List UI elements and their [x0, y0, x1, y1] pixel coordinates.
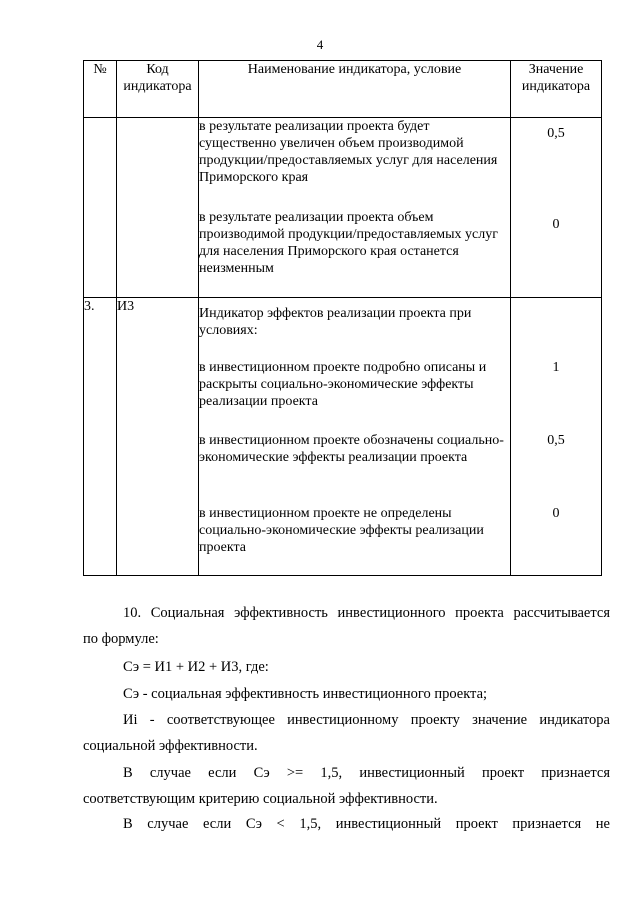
- paragraph-10-line2: по формуле:: [83, 631, 159, 647]
- condition-value: 0,5: [547, 433, 565, 448]
- cell-code: И3: [117, 298, 199, 576]
- condition-value: 0,5: [547, 126, 565, 141]
- cell-values: [511, 298, 602, 576]
- indicator-title: Индикатор эффектов реализации проекта при условиях:: [199, 306, 472, 338]
- header-name: Наименование индикатора, условие: [199, 61, 511, 118]
- cell-number: 3.: [84, 298, 117, 576]
- condition-value: 0: [552, 506, 560, 521]
- page-number: 4: [316, 37, 324, 52]
- case1-line1: В случае если Сэ >= 1,5, инвестиционный проект признается: [123, 765, 610, 781]
- formula: Сэ = И1 + И2 + И3, где:: [123, 659, 269, 675]
- definition-i-line2: социальной эффективности.: [83, 738, 258, 754]
- condition-value: 1: [552, 360, 560, 375]
- condition-value: 0: [552, 217, 560, 232]
- definition-c: Сэ - социальная эффективность инвестиционного проекта;: [123, 686, 488, 702]
- cell-number-empty: [84, 118, 117, 298]
- table-header-row: [84, 61, 602, 118]
- header-code: Код индикатора: [117, 61, 199, 118]
- cell-conditions: [199, 298, 511, 576]
- header-value: Значение индикатора: [511, 61, 602, 118]
- case1-line2: соответствующим критерию социальной эффективности.: [83, 791, 438, 807]
- case2-line1: В случае если Сэ < 1,5, инвестиционный проект признается не: [123, 816, 610, 832]
- cell-conditions: [199, 118, 511, 298]
- indicator-table: [83, 60, 602, 576]
- paragraph-10-line1: 10. Социальная эффективность инвестиционного проекта рассчитывается: [123, 605, 610, 621]
- header-number: №: [84, 61, 117, 118]
- condition-text: в результате реализации проекта будет существенно увеличен объем производимой продукции/предоставляемых услуг для населения Приморского края: [199, 119, 498, 185]
- table-row-continuation: [84, 118, 602, 298]
- cell-code-empty: [117, 118, 199, 298]
- cell-values: [511, 118, 602, 298]
- condition-text: в инвестиционном проекте не определены социально-экономические эффекты реализации проекта: [199, 506, 484, 555]
- condition-text: в инвестиционном проекте обозначены социально-экономические эффекты реализации проекта: [199, 433, 504, 465]
- definition-i-line1: Иi - соответствующее инвестиционному проекту значение индикатора: [123, 712, 610, 728]
- condition-text: в результате реализации проекта объем производимой продукции/предоставляемых услуг для населения Приморского края останется неизменным: [199, 210, 498, 276]
- condition-text: в инвестиционном проекте подробно описаны и раскрыты социально-экономические эффекты реализации проекта: [199, 360, 487, 409]
- table-row-3: [84, 298, 602, 576]
